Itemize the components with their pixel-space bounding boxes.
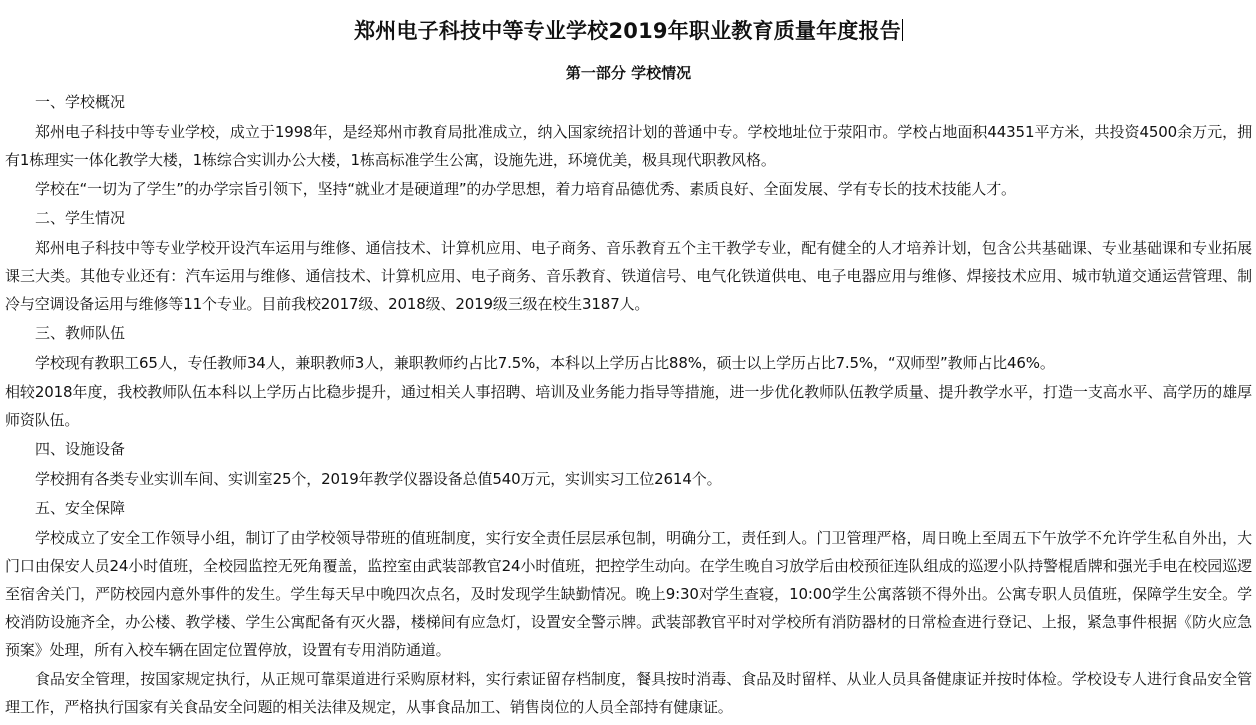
part-title: 第一部分 学校情况 bbox=[565, 64, 692, 82]
teachers-paragraph-2: 相较2018年度，我校教师队伍本科以上学历占比稳步提升，通过相关人事招聘、培训及业务能力指导等措施，进一步优化教师队伍教学质量、提升教学水平，打造一支高水平、高学历的雄厚师资队伍。 bbox=[5, 383, 1252, 429]
text-cursor bbox=[902, 19, 903, 41]
section-heading-facilities: 四、设施设备 bbox=[35, 440, 126, 458]
teachers-paragraph-1: 学校现有教职工65人，专任教师34人，兼职教师3人，兼职教师约占比7.5%，本科以上学历占比88%，硕士以上学历占比7.5%，“双师型”教师占比46%。 bbox=[35, 354, 1055, 372]
section-heading-teachers: 三、教师队伍 bbox=[35, 324, 126, 342]
section-heading-overview: 一、学校概况 bbox=[35, 93, 126, 111]
safety-paragraph-2: 食品安全管理，按国家规定执行，从正规可靠渠道进行采购原材料，实行索证留存档制度，餐具按时消毒、食品及时留样、从业人员具备健康证并按时体检。学校设专人进行食品安全管理工作，严格执行国家有关食品安全问题的相关法律及规定，从事食品加工、销售岗位的人员全部持有健康证。 bbox=[5, 670, 1252, 716]
document-title[interactable] bbox=[5, 17, 1252, 45]
section-heading-students: 二、学生情况 bbox=[35, 209, 126, 227]
section-heading-safety: 五、安全保障 bbox=[35, 499, 126, 517]
facilities-paragraph-1: 学校拥有各类专业实训车间、实训室25个，2019年教学仪器设备总值540万元，实训实习工位2614个。 bbox=[35, 470, 722, 488]
document-title-text[interactable]: 郑州电子科技中等专业学校2019年职业教育质量年度报告 bbox=[354, 19, 901, 43]
safety-paragraph-1: 学校成立了安全工作领导小组，制订了由学校领导带班的值班制度，实行安全责任层层承包制，明确分工，责任到人。门卫管理严格，周日晚上至周五下午放学不允许学生私自外出，大门口由保安人员24小时值班，全校园监控无死角覆盖，监控室由武装部教官24小时值班，把控学生动向。在学生晚自习放学后由校预征连队组成的巡逻小队持警棍盾牌和强光手电在校园巡逻至宿舍关门，严防校园内意外事件的发生。学生每天早中晚四次点名，及时发现学生缺勤情况。晚上9:30对学生查寝，10:00学生公寓落锁不得外出。公寓专职人员值班，保障学生安全。学校消防设施齐全，办公楼、教学楼、学生公寓配备有灭火器，楼梯间有应急灯，设置安全警示牌。武装部教官平时对学校所有消防器材的日常检查进行登记、上报，紧急事件根据《防火应急预案》处理，所有入校车辆在固定位置停放，设置有专用消防通道。 bbox=[5, 529, 1252, 659]
overview-paragraph-2: 学校在“一切为了学生”的办学宗旨引领下，坚持“就业才是硬道理”的办学思想，着力培育品德优秀、素质良好、全面发展、学有专长的技术技能人才。 bbox=[35, 180, 1016, 198]
students-paragraph-1: 郑州电子科技中等专业学校开设汽车运用与维修、通信技术、计算机应用、电子商务、音乐教育五个主干教学专业，配有健全的人才培养计划，包含公共基础课、专业基础课和专业拓展课三大类。其他专业还有：汽车运用与维修、通信技术、计算机应用、电子商务、音乐教育、铁道信号、电气化铁道供电、电子电器应用与维修、焊接技术应用、城市轨道交通运营管理、制冷与空调设备运用与维修等11个专业。目前我校2017级、2018级、2019级三级在校生3187人。 bbox=[5, 239, 1252, 313]
overview-paragraph-1: 郑州电子科技中等专业学校，成立于1998年，是经郑州市教育局批准成立，纳入国家统招计划的普通中专。学校地址位于荥阳市。学校占地面积44351平方米，共投资4500余万元，拥有1栋理实一体化教学大楼，1栋综合实训办公大楼，1栋高标准学生公寓，设施先进，环境优美，极具现代职教风格。 bbox=[5, 123, 1252, 169]
